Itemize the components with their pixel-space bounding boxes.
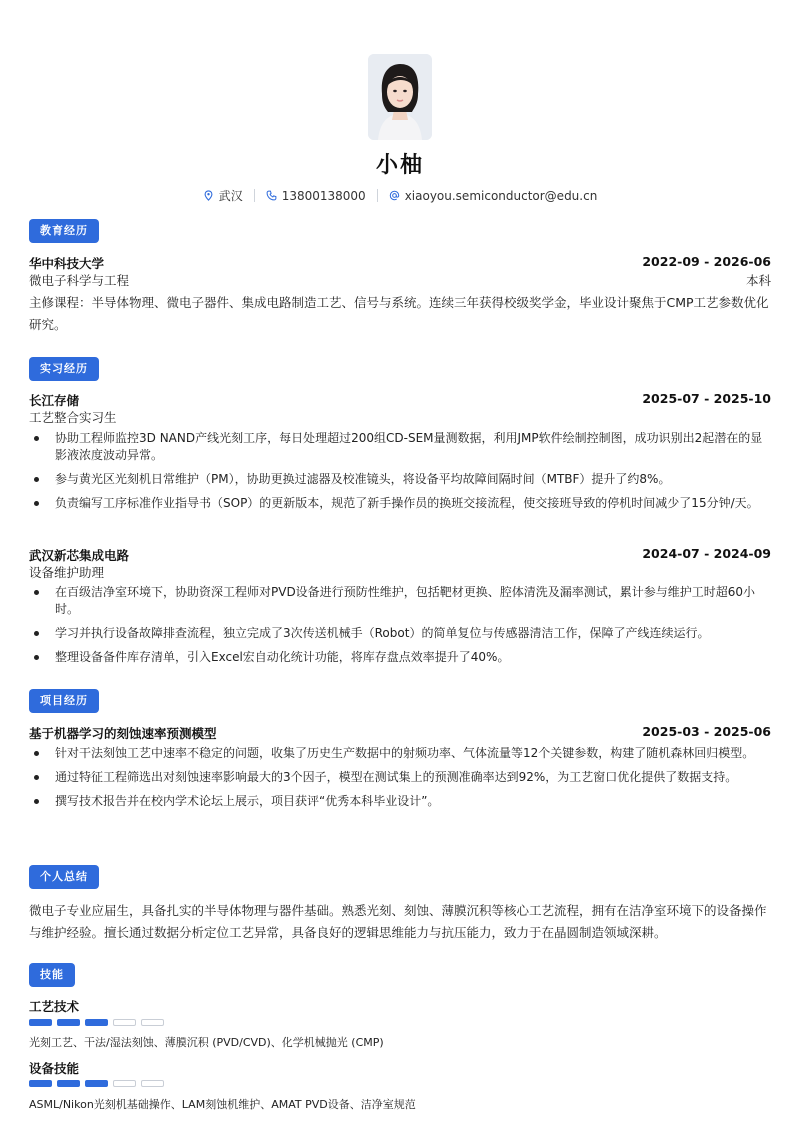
major: 微电子科学与工程 [29,273,130,288]
list-item: 协助工程师监控3D NAND产线光刻工序，每日处理超过200组CD-SEM量测数据，利用JMP软件绘制控制图，成功识别出2起潜在的显影液浓度波动异常。 [29,430,771,464]
profile-photo [368,54,432,140]
list-item: 通过特征工程筛选出对刻蚀速率影响最大的3个因子，模型在测试集上的预测准确率达到92%，为工艺窗口优化提供了数据支持。 [29,769,771,786]
project-row [29,724,771,742]
company-name: 长江存储 [29,393,80,408]
project-dates: 2025-03 - 2025-06 [642,724,771,739]
education-row [29,254,771,272]
section-title-internship: 实习经历 [29,357,99,381]
section-title-skills: 技能 [29,963,75,987]
job-row [29,391,771,409]
contact-email [378,189,609,203]
job-row [29,546,771,564]
location-text: 武汉 [218,189,243,203]
skill-level-filled [57,1080,80,1087]
skill-description: 光刻工艺、干法/湿法刻蚀、薄膜沉积 (PVD/CVD)、化学机械抛光 (CMP) [29,1036,384,1049]
project-bullets [29,745,771,817]
skill-name: 设备技能 [29,1061,80,1076]
skill-level-bar [29,1080,164,1087]
skill-level-filled [85,1080,108,1087]
contact-phone [255,189,377,203]
company-name: 武汉新芯集成电路 [29,548,130,563]
skill-level-empty [141,1080,164,1087]
job-role: 工艺整合实习生 [29,410,117,425]
at-sign-icon [389,190,400,201]
skill-level-filled [29,1080,52,1087]
contact-bar [0,187,800,204]
job-role: 设备维护助理 [29,565,105,580]
skill-description: ASML/Nikon光刻机基础操作、LAM刻蚀机维护、AMAT PVD设备、洁净室规范 [29,1098,416,1111]
education-description: 主修课程：半导体物理、微电子器件、集成电路制造工艺、信号与系统。连续三年获得校级奖学金，毕业设计聚焦于CMP工艺参数优化研究。 [29,295,769,332]
list-item: 整理设备备件库存清单，引入Excel宏自动化统计功能，将库存盘点效率提升了40%。 [29,649,771,666]
candidate-name: 小柚 [375,153,424,178]
degree: 本科 [745,273,771,288]
section-title-education: 教育经历 [29,219,99,243]
job-role-row [29,563,771,581]
job-bullets [29,584,771,673]
resume-header [0,0,800,204]
school-name: 华中科技大学 [29,256,105,271]
list-item: 针对干法刻蚀工艺中速率不稳定的问题，收集了历史生产数据中的射频功率、气体流量等12个关键参数，构建了随机森林回归模型。 [29,745,771,762]
section-title-project: 项目经历 [29,689,99,713]
contact-location [192,187,254,204]
summary-text: 微电子专业应届生，具备扎实的半导体物理与器件基础。熟悉光刻、刻蚀、薄膜沉积等核心工艺流程，拥有在洁净室环境下的设备操作与维护经验。擅长通过数据分析定位工艺异常，具备良好的逻辑思维能力与抗压能力，致力于在晶圆制造领域深耕。 [29,903,767,940]
job-dates: 2025-07 - 2025-10 [642,391,771,406]
email-text: xiaoyou.semiconductor@edu.cn [404,188,598,203]
skill-name: 工艺技术 [29,999,80,1014]
list-item: 学习并执行设备故障排查流程，独立完成了3次传送机械手（Robot）的简单复位与传感器清洁工作，保障了产线连续运行。 [29,625,771,642]
job-dates: 2024-07 - 2024-09 [642,546,771,561]
phone-text: 13800138000 [281,188,366,203]
list-item: 负责编写工序标准作业指导书（SOP）的更新版本，规范了新手操作员的换班交接流程，使交接班导致的停机时间减少了15分钟/天。 [29,495,771,512]
section-title-summary: 个人总结 [29,865,99,889]
skill-level-bar [29,1019,164,1026]
skill-level-filled [29,1019,52,1026]
skill-level-empty [113,1080,136,1087]
skill-level-empty [113,1019,136,1026]
skill-level-empty [141,1019,164,1026]
education-subrow [29,271,771,289]
skill-level-filled [85,1019,108,1026]
location-pin-icon [203,190,214,201]
list-item: 在百级洁净室环境下，协助资深工程师对PVD设备进行预防性维护，包括靶材更换、腔体清洗及漏率测试，累计参与维护工时超60小时。 [29,584,771,618]
education-dates: 2022-09 - 2026-06 [642,254,771,269]
project-name: 基于机器学习的刻蚀速率预测模型 [29,726,217,741]
skill-level-filled [57,1019,80,1026]
list-item: 撰写技术报告并在校内学术论坛上展示，项目获评“优秀本科毕业设计”。 [29,793,771,810]
phone-icon [266,190,277,201]
job-role-row [29,408,771,426]
job-bullets [29,430,771,519]
list-item: 参与黄光区光刻机日常维护（PM），协助更换过滤器及校准镜头，将设备平均故障间隔时间（MTBF）提升了约8%。 [29,471,771,488]
